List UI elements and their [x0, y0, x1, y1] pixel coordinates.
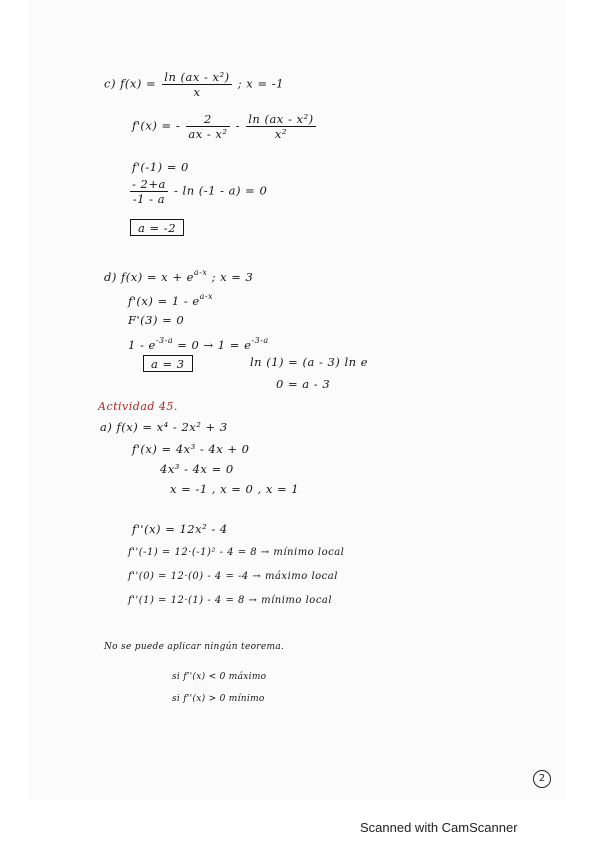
- page-number-badge: 2: [533, 770, 551, 788]
- d-function-line: [104, 266, 253, 284]
- act45-label: a): [100, 420, 113, 434]
- d-equation-line: [128, 334, 269, 352]
- c-eq-fraction: [130, 177, 168, 206]
- act45-eval-1: f''(-1) = 12·(-1)² - 4 = 8 → mínimo local: [128, 547, 345, 558]
- d-derivative-line: [128, 290, 213, 308]
- c-fp-denominator-2: x²: [274, 127, 287, 141]
- act45-eval-2: f''(0) = 12·(0) - 4 = -4 → máximo local: [128, 571, 338, 582]
- c-eq-numerator: - 2+a: [132, 177, 166, 191]
- actividad-heading: Actividad 45.: [98, 400, 178, 413]
- act45-note: No se puede aplicar ningún teorema.: [104, 642, 285, 652]
- act45-function-line: [100, 420, 228, 434]
- camscanner-watermark: Scanned with CamScanner: [360, 820, 518, 835]
- d-eq-mid: = 0 → 1 = e: [177, 338, 252, 352]
- d-answer-line: [143, 357, 193, 371]
- d-eq-lhs: 1 - e: [128, 338, 156, 352]
- c-label: c): [104, 76, 116, 91]
- c-fp-fraction-2: [246, 112, 315, 141]
- c-fp-lhs: f'(x) =: [132, 118, 172, 133]
- act45-rule-1: si f''(x) < 0 máximo: [172, 672, 267, 682]
- c-f-fraction: [162, 70, 231, 99]
- c-f-denominator: x: [193, 85, 201, 99]
- d-eq-exponent-2: -3-a: [251, 336, 269, 345]
- c-derivative-line: [132, 112, 318, 141]
- act45-f: f(x) = x⁴ - 2x² + 3: [116, 420, 228, 434]
- d-label: d): [104, 270, 117, 284]
- d-fp: f'(x) = 1 - e: [128, 294, 200, 308]
- d-f: f(x) = x + e: [121, 270, 194, 284]
- c-fp-numerator-1: 2: [186, 112, 229, 127]
- c-answer-box: a = -2: [130, 219, 184, 236]
- c-fp-numerator-2: ln (ax - x²): [248, 112, 314, 126]
- d-ln-line: ln (1) = (a - 3) ln e: [250, 355, 369, 369]
- d-f-exponent: a-x: [193, 268, 208, 277]
- c-condition: f'(-1) = 0: [132, 160, 189, 174]
- c-f-numerator: ln (ax - x²): [164, 70, 230, 84]
- c-fp-sign: -: [175, 118, 181, 133]
- c-eq-denominator: -1 - a: [132, 192, 166, 206]
- c-answer-line: [130, 221, 184, 235]
- d-answer-box: a = 3: [143, 355, 193, 372]
- act45-eval-3: f''(1) = 12·(1) - 4 = 8 → mínimo local: [128, 595, 333, 606]
- c-equation-line: [128, 177, 267, 206]
- act45-rule-2: si f''(x) > 0 mínimo: [172, 694, 265, 704]
- c-function-line: [104, 70, 284, 99]
- c-fp-minus: -: [235, 118, 241, 133]
- act45-second-derivative: f''(x) = 12x² - 4: [132, 522, 228, 536]
- d-fp-exponent: a-x: [199, 292, 214, 301]
- d-f-condition: ; x = 3: [211, 270, 254, 284]
- c-fp-denominator-1: ax - x²: [188, 127, 228, 141]
- d-zero-line: 0 = a - 3: [276, 377, 331, 391]
- act45-equation: 4x³ - 4x = 0: [160, 462, 234, 476]
- act45-roots: x = -1 , x = 0 , x = 1: [170, 482, 300, 496]
- c-f-lhs: f(x) =: [120, 76, 157, 91]
- d-eq-exponent-1: -3-a: [155, 336, 174, 345]
- d-condition: F'(3) = 0: [128, 313, 185, 327]
- c-fp-fraction-1: [186, 112, 229, 141]
- c-eq-rest: - ln (-1 - a) = 0: [174, 183, 268, 198]
- act45-derivative: f'(x) = 4x³ - 4x + 0: [132, 442, 250, 456]
- c-f-condition: ; x = -1: [237, 76, 284, 91]
